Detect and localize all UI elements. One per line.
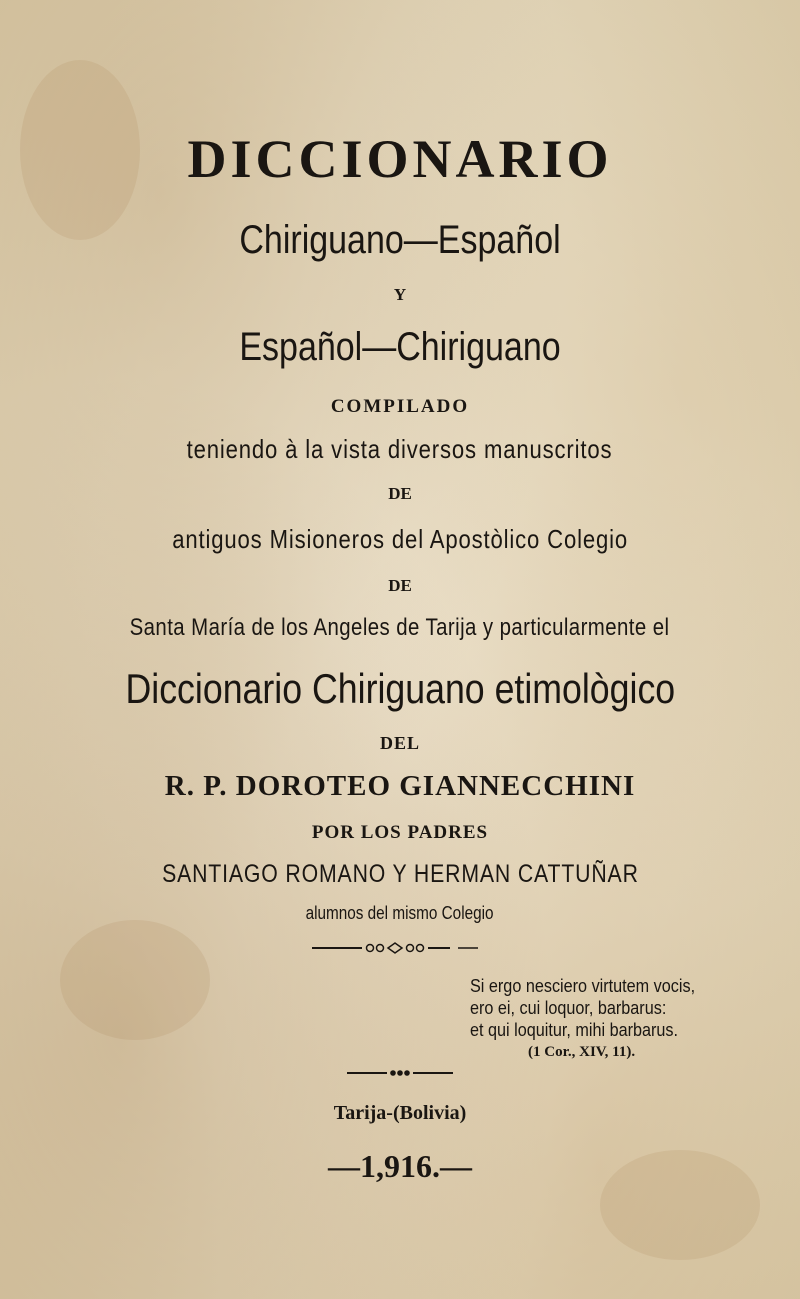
paper-stain [60,920,210,1040]
book-title: DICCIONARIO [187,129,613,189]
editors-names: SANTIAGO ROMANO Y HERMAN CATTUÑAR [161,860,639,888]
ornament-divider-1 [0,940,800,956]
line-antiguos: antiguos Misioneros del Apostòlico Colegio [172,524,628,554]
dictionary-reference: Diccionario Chiriguano etimològico [125,665,675,712]
subtitle-espanol-chiriguano: Español—Chiriguano [239,325,561,369]
conjunction-y: Y [393,285,407,304]
compiled-label: COMPILADO [330,396,470,417]
ornament-divider-icon [310,940,490,956]
de-label-1: DE [388,484,412,503]
epigraph-line-2: ero ei, cui loquor, barbarus: [470,998,667,1018]
students-note: alumnos del mismo Colegio [306,903,494,923]
line-teniendo: teniendo à la vista diversos manuscritos [187,434,613,464]
subtitle-chiriguano-espanol: Chiriguano—Español [239,218,561,262]
ornament-divider-2 [0,1066,800,1080]
small-ornament-icon [345,1066,455,1080]
author-name: R. P. DOROTEO GIANNECCHINI [164,770,636,802]
line-santa-maria: Santa María de los Angeles de Tarija y particularmente el [130,614,670,641]
de-label-2: DE [388,576,412,595]
epigraph-line-3: et qui loquitur, mihi barbarus. [470,1020,679,1040]
del-label: DEL [379,733,420,753]
by-fathers-label: POR LOS PADRES [311,822,489,843]
epigraph-line-1: Si ergo nesciero virtutem vocis, [470,976,696,996]
epigraph [470,975,770,1041]
publication-place: Tarija-(Bolivia) [333,1102,467,1124]
publication-year: —1,916.— [328,1148,472,1184]
epigraph-reference: (1 Cor., XIV, 11). [528,1044,636,1060]
